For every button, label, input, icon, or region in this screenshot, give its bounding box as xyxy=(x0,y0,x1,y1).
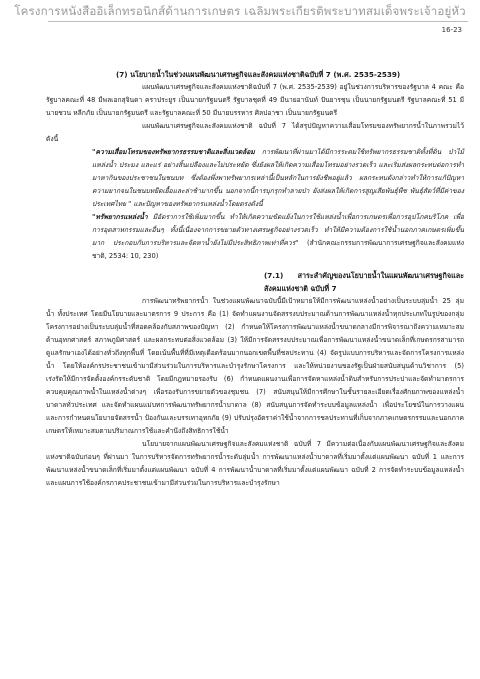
quote-water-lead: "ทรัพยากรแหล่งน้ำ xyxy=(92,213,148,221)
header-divider xyxy=(48,21,468,22)
section-paragraph-1: แผนพัฒนาเศรษฐกิจและสังคมแห่งชาติฉบับที่ 7 (พ.ศ. 2535-2539) อยู่ในช่วงการบริหารของรัฐบาล 4 คณะ คือ รัฐบาลคณะที่ 48 มีพลเอกสุจินดา คราประยูร เป็นนายกรัฐมนตรี รัฐบาลชุดที่ 49 มีนายอานันท์ ปันยารชุน เป็นนายกรัฐมนตรี รัฐบาลคณะที่ 51 มีนายชวน หลีกภัย เป็นนายกรัฐมนตรี และรัฐบาลคณะที่ 50 มีนายบรรหาร ศิลปอาชา เป็นนายกรัฐมนตรี xyxy=(46,83,464,117)
quote-water-resources xyxy=(46,211,464,263)
quote-degradation xyxy=(46,146,464,211)
subsection-title: (7.1) สาระสำคัญของนโยบายน้ำในแผนพัฒนาเศรษฐกิจและสังคมแห่งชาติ ฉบับที่ 7 xyxy=(264,271,464,293)
quote-water-citation: (สำนักคณะกรรมการพัฒนาการเศรษฐกิจและสังคมแห่งชาติ, 2534: 10, 230) xyxy=(92,239,464,260)
section-title: (7) นโยบายน้ำในช่วงแผนพัฒนาเศรษฐกิจและสังคมแห่งชาติฉบับที่ 7 (พ.ศ. 2535-2539) xyxy=(116,70,401,79)
page-number: 16-23 xyxy=(441,26,462,34)
quote-water-body: มีอัตราการใช้เพิ่มมากขึ้น ทำให้เกิดความขัดแย้งในการใช้แหล่งน้ำเพื่อการเกษตรเพื่อการอุปโภคบริโภค เพื่อการอุตสาหกรรมและอื่นๆ ทั้งนี้เนื่องจากการขยายตัวทางเศรษฐกิจอย่างรวดเร็ว ทำให้มีความต้องการใช้น้ำนอกภาคเกษตรเพิ่มขึ้นมาก ประกอบกับการบริหารและจัดหาน้ำยังไม่มีประสิทธิภาพเท่าที่ควร" xyxy=(92,213,464,247)
section-paragraph-2: แผนพัฒนาเศรษฐกิจและสังคมแห่งชาติ ฉบับที่ 7 ได้สรุปปัญหาความเสื่อมโทรมของทรัพยากรน้ำในภาพรวมไว้ดังนี้ xyxy=(46,122,464,143)
subsection-paragraph-1: การพัฒนาทรัพยากรน้ำ ในช่วงแผนพัฒนาฉบับนี้มีเป้าหมายให้มีการพัฒนาแหล่งน้ำอย่างเป็นระบบลุ่มน้ำ 25 ลุ่มน้ำ ทั้งประเทศ โดยมีนโยบายและมาตรการ 9 ประการ คือ (1) จัดทำแผนงานจัดสรรงบประมาณด้านการพัฒนาแหล่งน้ำทุกประเภทในรูปของกลุ่มโครงการอย่างเป็นระบบลุ่มน้ำที่สอดคล้องกับสภาพของปัญหา (2) กำหนดให้โครงการพัฒนาแหล่งน้ำขนาดกลางมีการพิจารณาถึงความเหมาะสมด้านอุทกศาสตร์ สภาพภูมิศาสตร์ และผลกระทบต่อสิ่งแวดล้อม (3) ให้มีการจัดสรรงบประมาณเพื่อการพัฒนาแหล่งน้ำขนาดเล็กที่เกษตรกรสามารถดูแลรักษาเองได้อย่างทั่วถึงทุกพื้นที่ โดยเน้นพื้นที่ที่มีเหตุเดือดร้อนมากนอกเขตพื้นที่ชลประทาน (4) จัดรูปแบบการบริหารและจัดการโครงการแหล่งน้ำ โดยให้องค์กรประชาชนเข้ามามีส่วนร่วมในการบริหารและบำรุงรักษาโครงการ และให้หน่วยงานของรัฐเป็นฝ่ายสนับสนุนด้านวิชาการ (5) เร่งรัดให้มีการจัดตั้งองค์กรระดับชาติ โดยมีกฎหมายรองรับ (6) กำหนดแผนงานเพื่อการจัดหาแหล่งน้ำดิบสำหรับการประปาและจัดทำมาตรการควบคุมคุณภาพน้ำในแหล่งน้ำต่างๆ เพื่อรองรับการขยายตัวของชุมชน (7) สนับสนุนให้มีการศึกษาในชั้นรายละเอียดเรื่องศักยภาพของแหล่งน้ำบาดาลทั่วประเทศ และจัดทำแผนแม่บทการพัฒนาทรัพยากรน้ำบาดาล (8) สนับสนุนการจัดทำระบบข้อมูลแหล่งน้ำ เพื่อประโยชน์ในการวางแผนและการกำหนดนโยบายจัดสรรน้ำ ป้องกันและบรรเทาอุทกภัย (9) ปรับปรุงอัตราค่าใช้น้ำจากการชลประทานที่เก็บจากภาคเกษตรกรรมและนอกภาคเกษตรให้เหมาะสมตามปริมาณการใช้และคำนึงถึงสิทธิการใช้น้ำ xyxy=(46,297,464,435)
body-text xyxy=(46,68,464,490)
quote-degradation-lead: "ความเสื่อมโทรมของทรัพยากรธรรมชาติและสิ่งแวดล้อม xyxy=(92,148,255,156)
header-title: โครงการหนังสืออิเล็กทรอนิกส์ด้านการเกษตร เฉลิมพระเกียรติพระบาทสมเด็จพระเจ้าอยู่หัว xyxy=(14,4,466,18)
subsection-paragraph-2: นโยบายจากแผนพัฒนาเศรษฐกิจและสังคมแห่งชาติ ฉบับที่ 7 มีความต่อเนื่องกับแผนพัฒนาเศรษฐกิจและสังคมแห่งชาติฉบับก่อนๆ ที่ผ่านมา ในการบริหารจัดการทรัพยากรน้ำระดับลุ่มน้ำ การพัฒนาแหล่งน้ำบาดาลที่เริ่มมาตั้งแต่แผนพัฒนา ฉบับที่ 1 และการพัฒนาแหล่งน้ำขนาดเล็กที่เริ่มมาตั้งแต่แผนพัฒนา ฉบับที่ 4 การพัฒนาน้ำบาดาลที่เริ่มมาตั้งแต่แผนพัฒนา ฉบับที่ 2 การจัดทำระบบข้อมูลแหล่งน้ำ และแผนการใช้องค์กรภาคประชาชนเข้ามามีส่วนร่วมในการบริหารและบำรุงรักษา xyxy=(46,440,464,487)
quote-degradation-body: การพัฒนาที่ผ่านมาได้มีการระดมใช้ทรัพยากรธรรมชาติทั้งที่ดิน ป่าไม้ แหล่งน้ำ ประมง และแร่ อย่างสิ้นเปลืองและไม่ประหยัด ซึ่งยังผลให้เกิดความเสื่อมโทรมอย่างรวดเร็ว และเริ่มส่งผลกระทบต่อการทำมาหากินของประชาชนในชนบท ซึ่งต้องพึ่งพาทรัพยากรเหล่านี้เป็นหลักในการยังชีพอยู่แล้ว ผลกระทบดังกล่าวทำให้การแก้ปัญหาความยากจนในชนบทยืดเยื้อและล่าช้ามากขึ้น นอกจากนี้การบุกรุกทำลายป่า ยังส่งผลให้เกิดการสูญเสียพันธุ์พืช พันธุ์สัตว์ที่มีค่าของประเทศไทย " และปัญหาของทรัพยากรแหล่งน้ำโดยตรงดังนี้ xyxy=(92,148,464,208)
